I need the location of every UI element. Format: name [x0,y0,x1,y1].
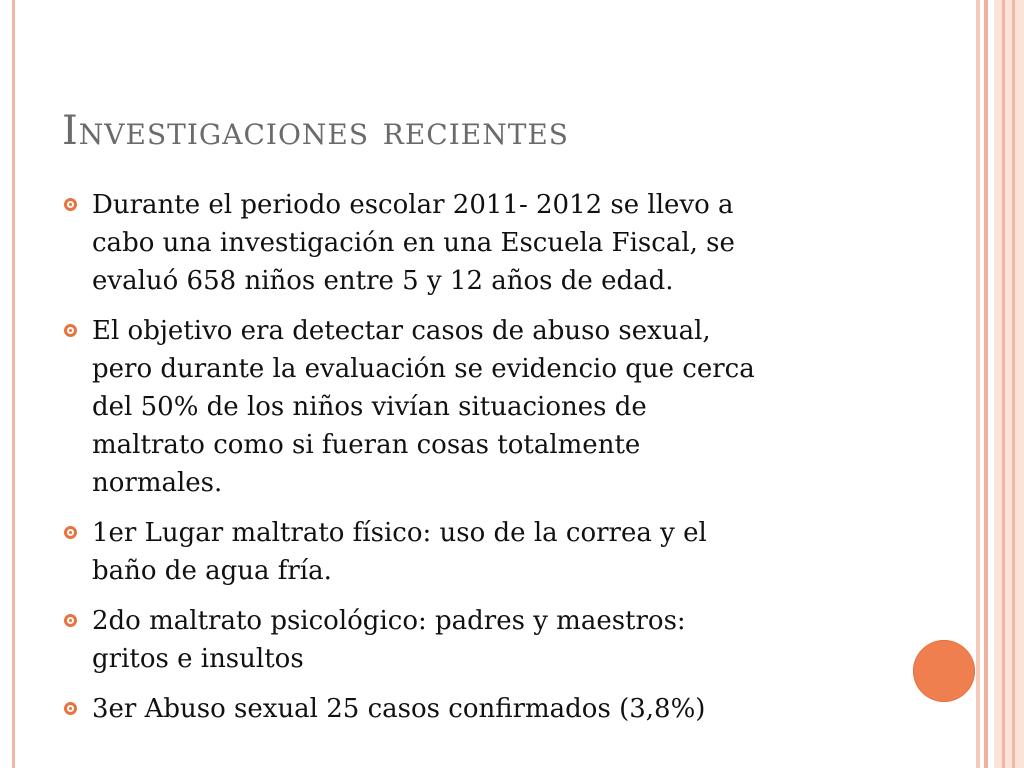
bullet-text: Durante el periodo escolar 2011- 2012 se llevo a cabo una investigación en una Escuela Fiscal, se evaluó 658 niños entre 5 y 12 años de edad. [92,190,735,296]
circle-bullet-icon [64,526,77,539]
circle-bullet-icon [64,614,77,627]
bullet-list [64,186,864,740]
decorative-circle-icon [913,640,975,702]
slide-title: Investigaciones recientes [62,108,569,154]
bullet-item [64,312,864,502]
bullet-text: 3er Abuso sexual 25 casos confirmados (3,8%) [92,694,706,724]
bullet-item [64,186,864,300]
right-stripe-2 [984,0,988,768]
right-stripe-1 [976,0,980,768]
circle-bullet-icon [64,198,77,211]
right-stripe-3 [1002,0,1005,768]
right-stripe-band [994,0,1024,768]
circle-bullet-icon [64,324,77,337]
bullet-item [64,690,864,728]
bullet-text: El objetivo era detectar casos de abuso sexual, pero durante la evaluación se evidencio que cerca del 50% de los niños vivían situaciones de maltrato como si fueran cosas totalmente normales. [92,316,755,498]
right-stripe-4 [1012,0,1015,768]
bullet-text: 2do maltrato psicológico: padres y maestros: gritos e insultos [92,606,686,674]
circle-bullet-icon [64,702,77,715]
left-border-line [12,0,15,768]
bullet-text: 1er Lugar maltrato físico: uso de la correa y el baño de agua fría. [92,518,707,586]
bullet-item [64,514,864,590]
bullet-item [64,602,864,678]
